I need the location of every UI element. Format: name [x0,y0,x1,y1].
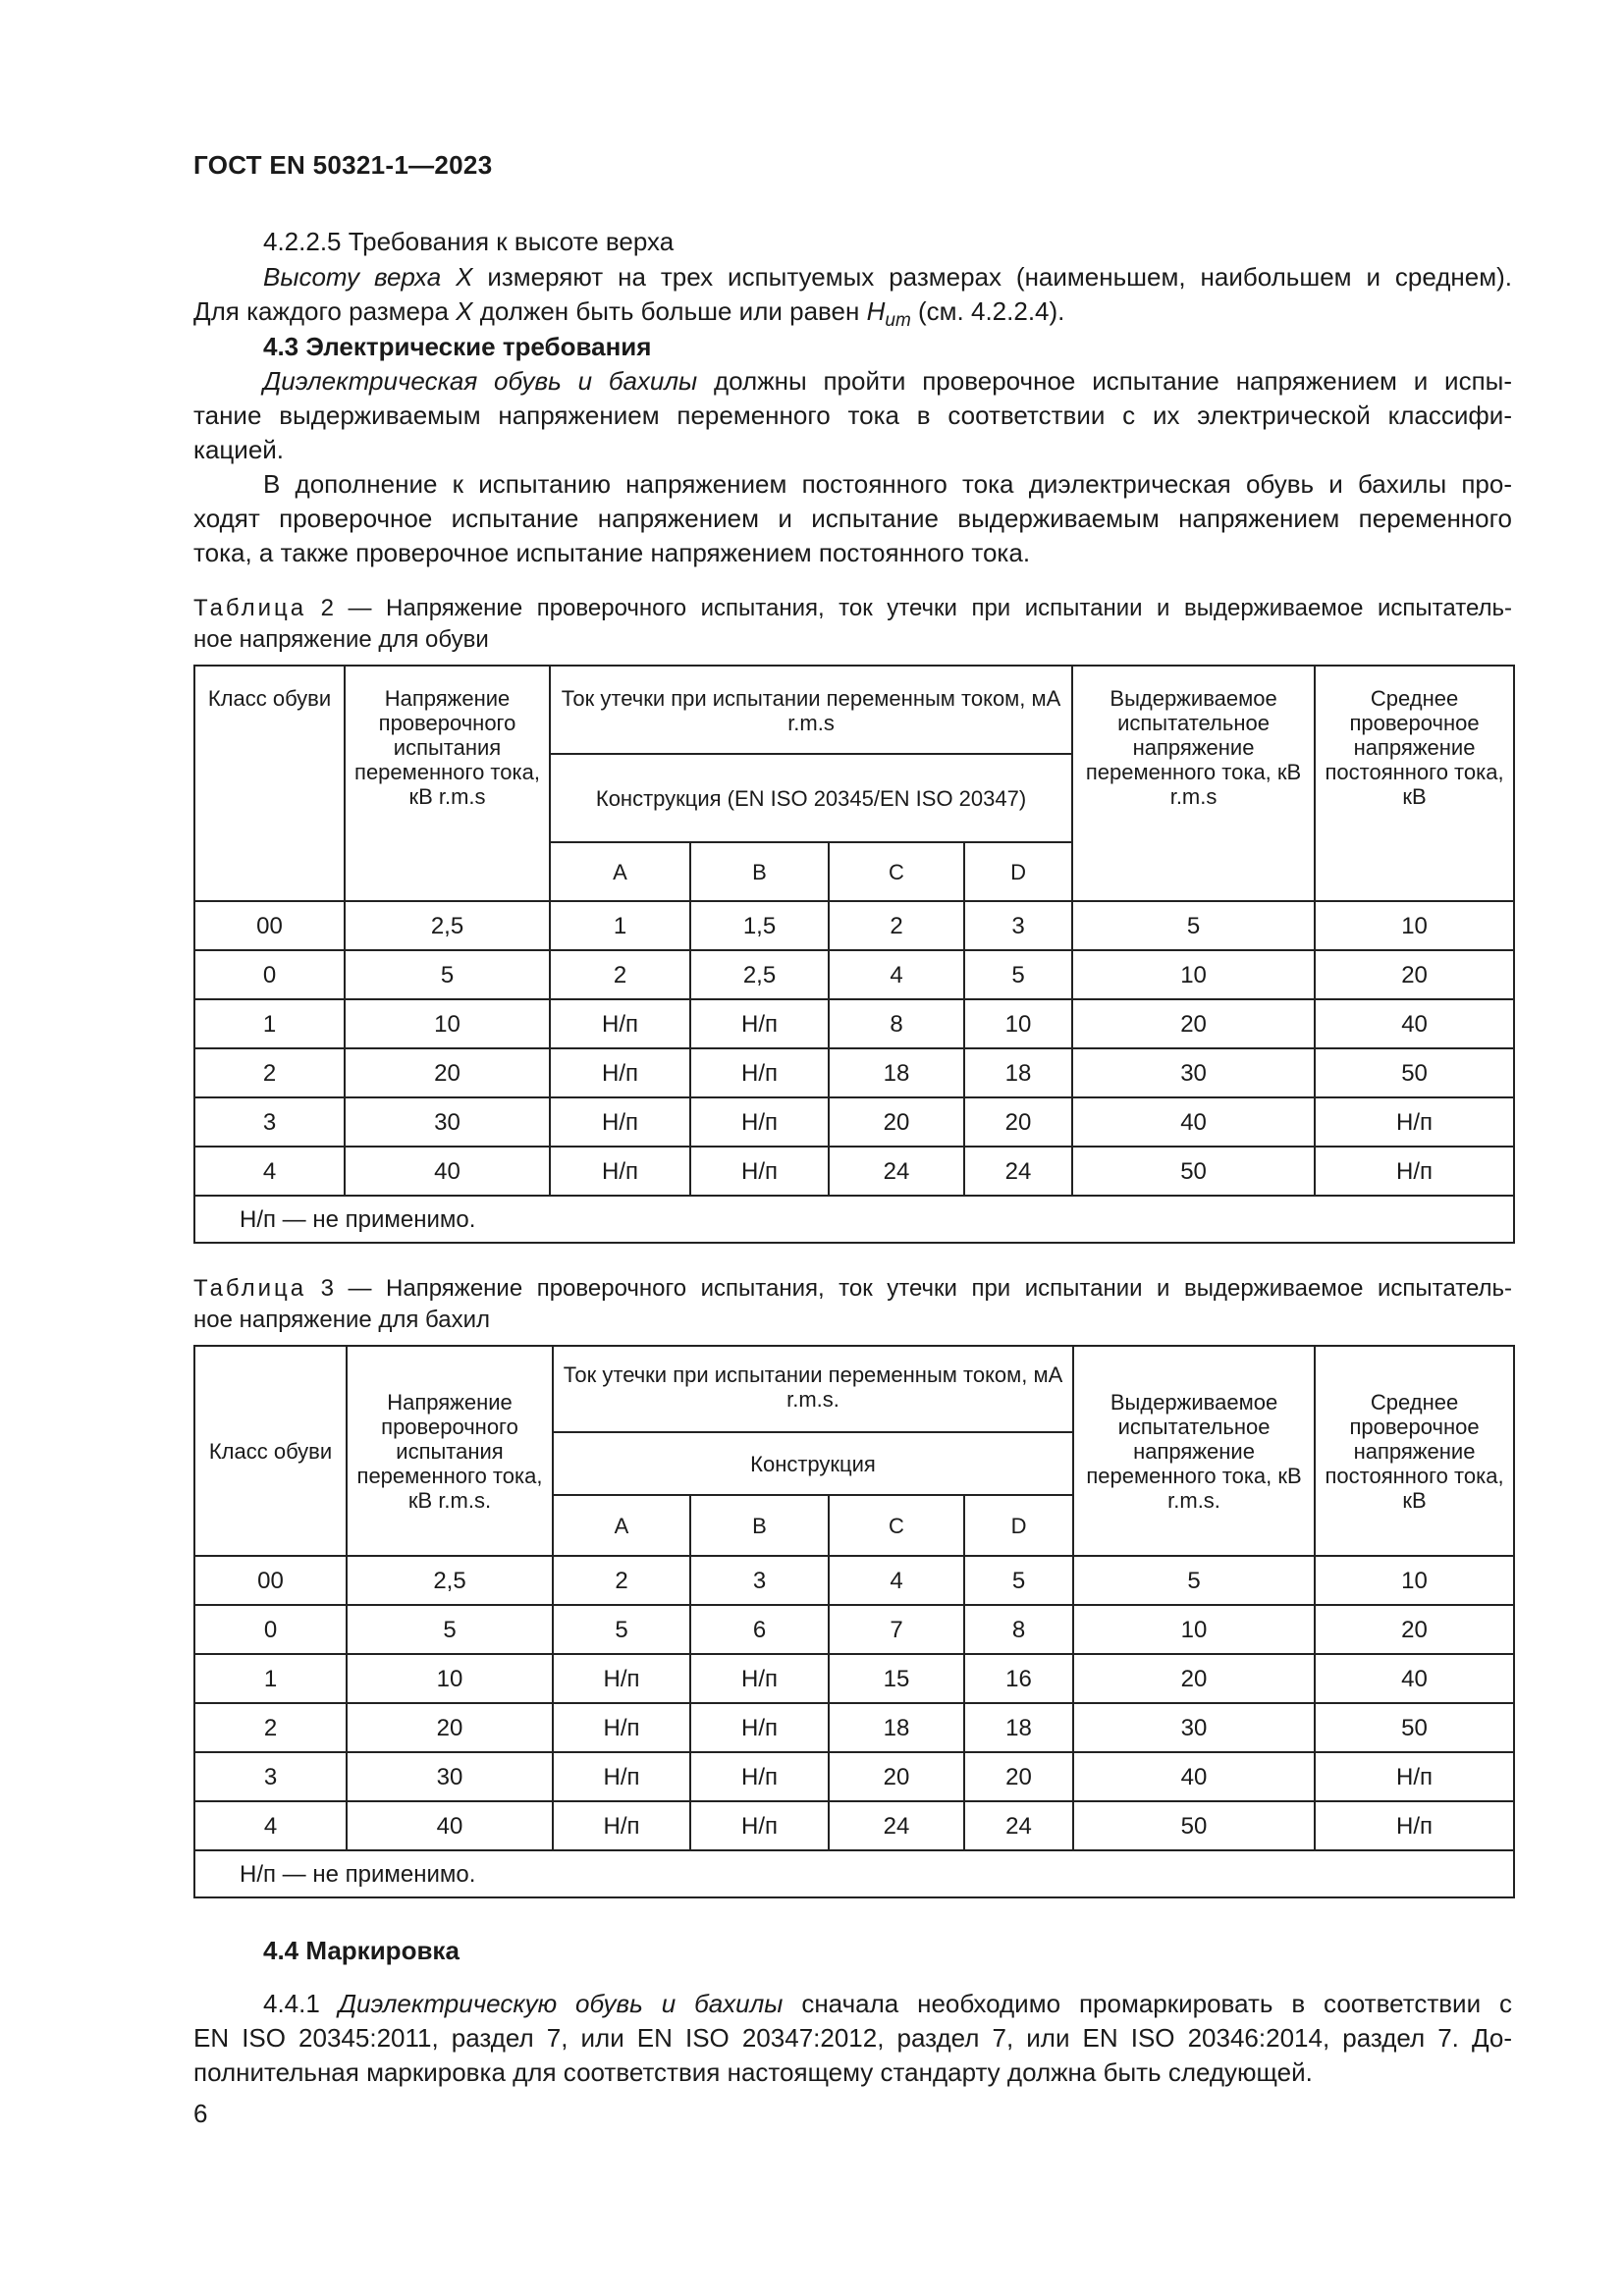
paragraph-line [193,364,1512,399]
table-cell: 20 [1073,1654,1315,1703]
paragraph-line: тание выдерживаемым напряжением переменного тока в соответствии с их электрической классифи- [193,400,1512,430]
table-cell: 4 [829,950,964,999]
table-caption: ное напряжение для бахил [193,1307,490,1333]
text-fragment: В дополнение к испытанию напряжением постоянного тока диэлектрическая обувь и бахилы про- [263,469,1512,499]
table-cell: 30 [1072,1048,1315,1097]
table-cell: 20 [829,1097,964,1147]
table-cell: 50 [1315,1703,1514,1752]
text-fragment: должен быть больше или равен [472,296,867,326]
table-cell: 16 [964,1654,1073,1703]
table-cell: 20 [1072,999,1315,1048]
text-fragment: 2 — Напряжение проверочного испытания, ток утечки при испытании и выдерживаемое испытатель- [306,595,1512,621]
formula-subscript: um [885,310,911,331]
table-cell: 1,5 [690,901,829,950]
header-class: Класс обуви [194,666,345,901]
header-construction: Конструкция [553,1432,1073,1495]
table-row [194,1556,1514,1605]
paragraph-line [193,467,1512,502]
table-cell: 10 [1315,1556,1514,1605]
table-cell: 20 [345,1048,550,1097]
table-cell: 6 [690,1605,829,1654]
table-cell: 10 [1315,901,1514,950]
table-cell: 20 [1315,950,1514,999]
text-fragment: должны пройти проверочное испытание напряжением и испы- [697,366,1513,396]
table-cell: Н/п [550,999,690,1048]
table-cell: Н/п [690,1801,829,1850]
table-cell: 50 [1073,1801,1315,1850]
table-cell: 24 [829,1147,964,1196]
table-overshoes [193,1345,1515,1898]
italic-term: Х [456,296,473,326]
table-cell: 8 [829,999,964,1048]
table-cell: 10 [347,1654,553,1703]
paragraph-line: полнительная маркировка для соответствия настоящему стандарту должна быть следующей. [193,2057,1313,2087]
table-note: Н/п — не применимо. [194,1196,1514,1243]
text-fragment: сначала необходимо промаркировать в соответствии с [783,1989,1512,2018]
table-cell: 20 [964,1097,1072,1147]
table-cell: 5 [964,1556,1073,1605]
table-cell: 40 [1315,999,1514,1048]
table-row [194,1654,1514,1703]
document-header: ГОСТ EN 50321-1—2023 [193,150,493,180]
table-note: Н/п — не применимо. [194,1850,1514,1897]
table-cell: 18 [829,1703,964,1752]
table-cell: 24 [964,1147,1072,1196]
italic-term: Диэлектрическая обувь и бахилы [263,366,698,396]
table-cell: 2,5 [347,1556,553,1605]
table-row [194,1147,1514,1196]
table-cell: 10 [1073,1605,1315,1654]
table-row [194,1703,1514,1752]
table-cell: Н/п [553,1654,690,1703]
header-leakage-current: Ток утечки при испытании переменным током, мА r.m.s [550,666,1072,754]
table-cell: Н/п [690,1752,829,1801]
table-cell: 18 [964,1048,1072,1097]
header-col-a: A [553,1495,690,1556]
table-cell: 50 [1072,1147,1315,1196]
text-fragment: (см. 4.2.2.4). [910,296,1065,326]
header-test-voltage: Напряжение проверочного испытания переменного тока, кВ r.m.s [345,666,550,901]
text-fragment: 3 — Напряжение проверочного испытания, ток утечки при испытании и выдерживаемое испытатель- [306,1275,1512,1302]
table-cell: Н/п [550,1147,690,1196]
caption-label: Таблица [193,1275,307,1302]
table-cell: 2 [829,901,964,950]
table-cell: 20 [1315,1605,1514,1654]
table-cell: Н/п [550,1097,690,1147]
table-cell: 2 [550,950,690,999]
table-cell: 10 [964,999,1072,1048]
table-cell: Н/п [553,1703,690,1752]
table-row [194,1605,1514,1654]
table-cell: 30 [1073,1703,1315,1752]
table-cell: 4 [194,1147,345,1196]
table-cell: 24 [829,1801,964,1850]
table-cell: Н/п [690,1147,829,1196]
header-col-d: D [964,842,1072,901]
table-cell: 2,5 [690,950,829,999]
header-construction: Конструкция (EN ISO 20345/EN ISO 20347) [550,754,1072,842]
paragraph-line [193,260,1512,294]
header-col-c: C [829,1495,964,1556]
table-cell: 0 [194,1605,347,1654]
header-col-b: B [690,1495,829,1556]
table-cell: 3 [194,1097,345,1147]
table-cell: 2,5 [345,901,550,950]
section-title: 4.3 Электрические требования [263,332,652,361]
table-cell: 00 [194,1556,347,1605]
header-dc-voltage: Среднее проверочное напряжение постоянного тока, кВ [1315,1346,1514,1556]
table-cell: 1 [194,1654,347,1703]
header-col-d: D [964,1495,1073,1556]
header-dc-voltage: Среднее проверочное напряжение постоянного тока, кВ [1315,666,1514,901]
table-row [194,1752,1514,1801]
table-cell: 40 [1315,1654,1514,1703]
caption-label: Таблица [193,595,307,621]
header-col-c: C [829,842,964,901]
header-class: Класс обуви [194,1346,347,1556]
table-footwear [193,665,1515,1244]
table-cell: 3 [964,901,1072,950]
table-cell: Н/п [1315,1752,1514,1801]
table-cell: Н/п [690,1654,829,1703]
table-cell: Н/п [690,999,829,1048]
table-row [194,950,1514,999]
table-row [194,1801,1514,1850]
table-cell: 3 [194,1752,347,1801]
subsection-title: 4.2.2.5 Требования к высоте верха [263,227,675,256]
table-cell: 4 [194,1801,347,1850]
table-cell: 30 [347,1752,553,1801]
table-cell: 18 [829,1048,964,1097]
header-test-voltage: Напряжение проверочного испытания переменного тока, кВ r.m.s. [347,1346,553,1556]
paragraph-line: кацией. [193,435,285,464]
text-fragment: измеряют на трех испытуемых размерах (наименьшем, наибольшем и среднем). [472,262,1512,292]
table-cell: Н/п [1315,1097,1514,1147]
table-caption [193,1273,1512,1305]
table-cell: 18 [964,1703,1073,1752]
table-row [194,901,1514,950]
header-col-b: B [690,842,829,901]
table-cell: Н/п [553,1801,690,1850]
table-cell: 15 [829,1654,964,1703]
table-cell: 7 [829,1605,964,1654]
italic-term: Диэлектрическую обувь и бахилы [338,1989,784,2018]
table-cell: 40 [1072,1097,1315,1147]
page-number: 6 [193,2099,208,2128]
table-row [194,1097,1514,1147]
table-cell: 4 [829,1556,964,1605]
table-cell: 3 [690,1556,829,1605]
text-fragment: Для каждого размера [193,296,457,326]
text-fragment: 4.4.1 [263,1989,339,2018]
table-cell: 5 [347,1605,553,1654]
table-cell: 2 [194,1048,345,1097]
table-cell: 2 [194,1703,347,1752]
table-cell: Н/п [553,1752,690,1801]
table-cell: 5 [1072,901,1315,950]
table-cell: 20 [829,1752,964,1801]
table-cell: 5 [553,1605,690,1654]
paragraph-line: EN ISO 20345:2011, раздел 7, или EN ISO 20347:2012, раздел 7, или EN ISO 20346:2014, раздел 7. До- [193,2023,1512,2053]
table-cell: 5 [1073,1556,1315,1605]
paragraph-line: ходят проверочное испытание напряжением и испытание выдерживаемым напряжением переменного [193,504,1512,533]
italic-term: Высоту верха Х [263,262,473,292]
table-cell: 20 [347,1703,553,1752]
table-cell: 20 [964,1752,1073,1801]
table-cell: 40 [345,1147,550,1196]
table-cell: 0 [194,950,345,999]
paragraph-line: тока, а также проверочное испытание напряжением постоянного тока. [193,538,1031,567]
header-col-a: A [550,842,690,901]
table-cell: Н/п [690,1097,829,1147]
table-cell: 10 [1072,950,1315,999]
table-cell: Н/п [550,1048,690,1097]
table-cell: 8 [964,1605,1073,1654]
table-cell: 30 [345,1097,550,1147]
formula-symbol: H [866,296,886,326]
table-cell: Н/п [690,1048,829,1097]
table-cell: 5 [964,950,1072,999]
table-cell: 1 [194,999,345,1048]
header-leakage-current: Ток утечки при испытании переменным током, мА r.m.s. [553,1346,1073,1432]
header-withstand-voltage: Выдерживаемое испытательное напряжение переменного тока, кВ r.m.s [1072,666,1315,901]
paragraph-line [193,1987,1512,2021]
table-cell: 5 [345,950,550,999]
table-cell: 24 [964,1801,1073,1850]
table-cell: 1 [550,901,690,950]
section-title: 4.4 Маркировка [263,1936,460,1965]
table-caption [193,593,1512,624]
table-cell: Н/п [1315,1801,1514,1850]
table-cell: 2 [553,1556,690,1605]
table-row [194,1048,1514,1097]
table-cell: Н/п [690,1703,829,1752]
table-row [194,999,1514,1048]
table-cell: Н/п [1315,1147,1514,1196]
table-cell: 10 [345,999,550,1048]
table-cell: 50 [1315,1048,1514,1097]
header-withstand-voltage: Выдерживаемое испытательное напряжение переменного тока, кВ r.m.s. [1073,1346,1315,1556]
table-cell: 40 [347,1801,553,1850]
table-cell: 00 [194,901,345,950]
table-cell: 40 [1073,1752,1315,1801]
table-caption: ное напряжение для обуви [193,626,489,653]
